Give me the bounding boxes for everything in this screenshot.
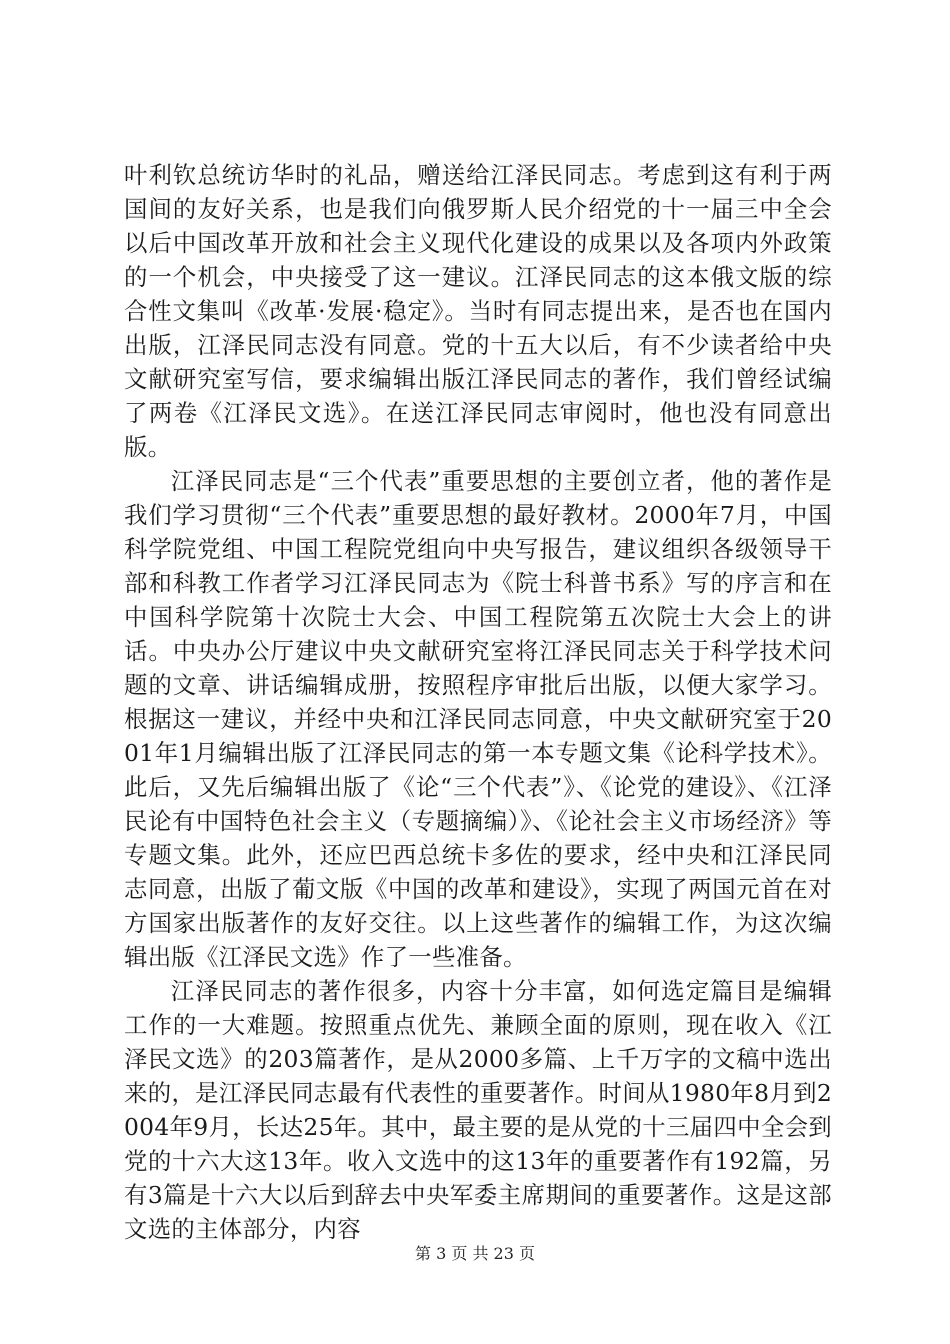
paragraph-continuation: 叶利钦总统访华时的礼品，赠送给江泽民同志。考虑到这有利于两国间的友好关系，也是我们向俄罗斯人民介绍党的十一届三中全会以后中国改革开放和社会主义现代化建设的成果以及各项内外政策的一个机会，中央接受了这一建议。江泽民同志的这本俄文版的综合性文集叫《改革·发展·稳定》。当时有同志提出来，是否也在国内出版，江泽民同志没有同意。党的十五大以后，有不少读者给中央文献研究室写信，要求编辑出版江泽民同志的著作，我们曾经试编了两卷《江泽民文选》。在送江泽民同志审阅时，他也没有同意出版。 — [124, 161, 832, 461]
paragraph-selection: 江泽民同志的著作很多，内容十分丰富，如何选定篇目是编辑工作的一大难题。按照重点优先、兼顾全面的原则，现在收入《江泽民文选》的203篇著作，是从2000多篇、上千万字的文稿中选出来的，是江泽民同志最有代表性的重要著作。时间从1980年8月到2004年9月，长达25年。其中，最主要的是从党的十三届四中全会到党的十六大这13年。收入文选中的这13年的重要著作有192篇，另有3篇是十六大以后到辞去中央军委主席期间的重要著作。这是这部文选的主体部分，内容 — [124, 977, 832, 1243]
paragraph-origin: 江泽民同志是“三个代表”重要思想的主要创立者，他的著作是我们学习贯彻“三个代表”重要思想的最好教材。2000年7月，中国科学院党组、中国工程院党组向中央写报告，建议组织各级领导干部和科教工作者学习江泽民同志为《院士科普书系》写的序言和在中国科学院第十次院士大会、中国工程院第五次院士大会上的讲话。中央办公厅建议中央文献研究室将江泽民同志关于科学技术问题的文章、讲话编辑成册，按照程序审批后出版，以便大家学习。根据这一建议，并经中央和江泽民同志同意，中央文献研究室于2001年1月编辑出版了江泽民同志的第一本专题文集《论科学技术》。此后，又先后编辑出版了《论“三个代表”》、《论党的建设》、《江泽民论有中国特色社会主义（专题摘编）》、《论社会主义市场经济》等专题文集。此外，还应巴西总统卡多佐的要求，经中央和江泽民同志同意，出版了葡文版《中国的改革和建设》，实现了两国元首在对方国家出版著作的友好交往。以上这些著作的编辑工作，为这次编辑出版《江泽民文选》作了一些准备。 — [124, 467, 832, 971]
page-footer — [0, 1244, 950, 1264]
page-number-label: 第 3 页 共 23 页 — [415, 1244, 535, 1263]
document-body — [124, 158, 832, 1246]
